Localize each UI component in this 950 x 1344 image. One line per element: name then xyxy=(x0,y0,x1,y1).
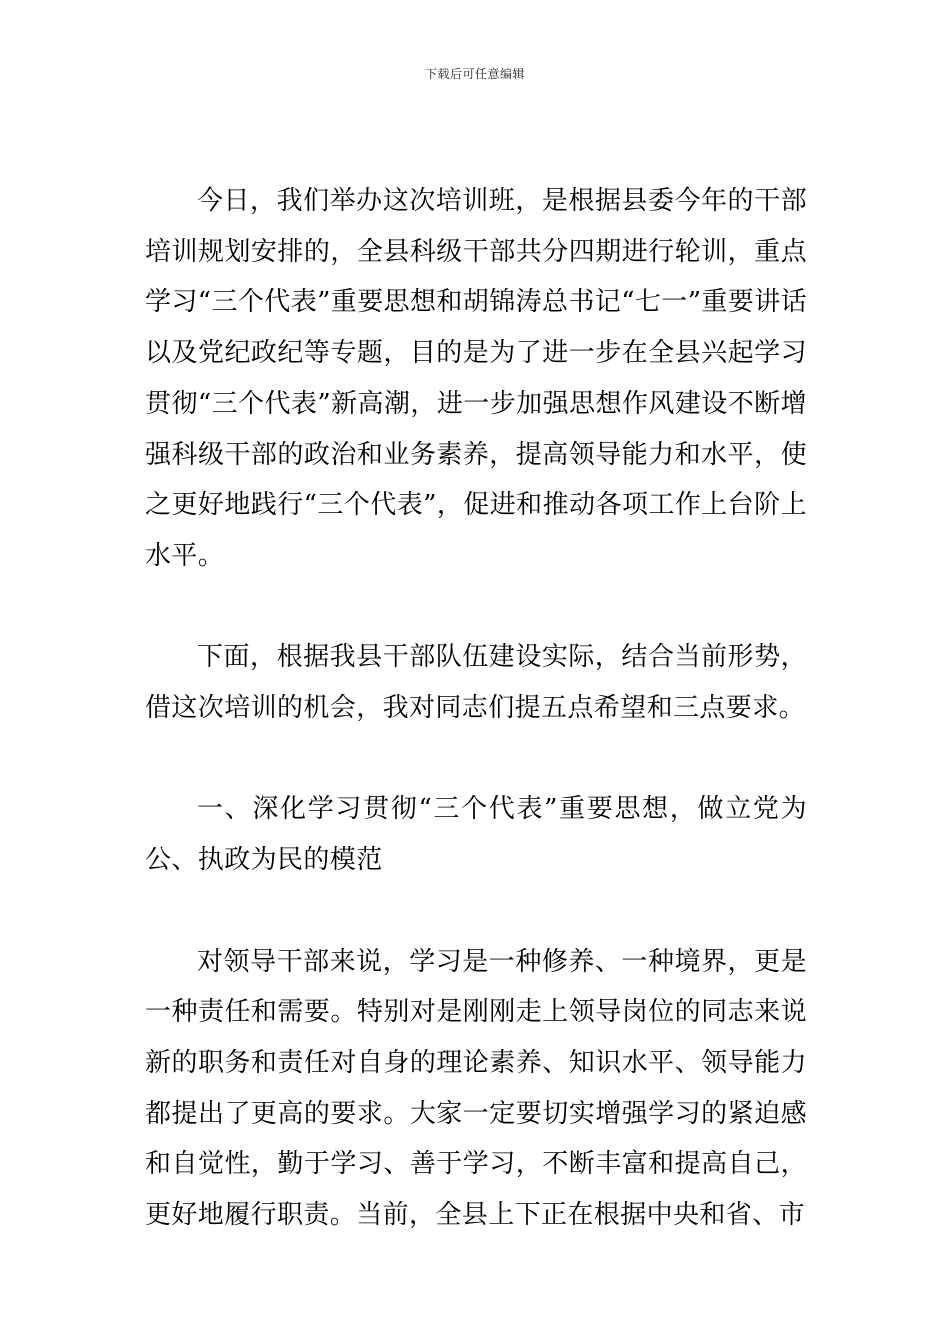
paragraph-transition: 下面，根据我县干部队伍建设实际，结合当前形势，借这次培训的机会，我对同志们提五点希望和三点要求。 xyxy=(145,642,807,724)
paragraph-intro: 今日，我们举办这次培训班，是根据县委今年的干部培训规划安排的，全县科级干部共分四期进行轮训，重点学习“三个代表”重要思想和胡锦涛总书记“七一”重要讲话以及党纪政纪等专题，目的是为了进一步在全县兴起学习贯彻“三个代表”新高潮，进一步加强思想作风建设不断增强科级干部的政治和业务素养，提高领导能力和水平，使之更好地践行“三个代表”，促进和推动各项工作上台阶上水平。 xyxy=(145,186,807,571)
header-note: 下载后可任意编辑 xyxy=(424,67,525,81)
section-heading-1: 一、深化学习贯彻“三个代表”重要思想，做立党为公、执政为民的模范 xyxy=(145,794,807,876)
paragraph-gap xyxy=(145,886,807,937)
paragraph-gap xyxy=(145,734,807,785)
paragraph-gap xyxy=(145,582,807,633)
paragraph-section-1-body: 对领导干部来说，学习是一种修养、一种境界，更是一种责任和需要。特别对是刚刚走上领导岗位的同志来说新的职务和责任对自身的理论素养、知识水平、领导能力都提出了更高的要求。大家一定要切实增强学习的紧迫感和自觉性，勤于学习、善于学习，不断丰富和提高自己，更好地履行职责。当前，全县上下正在根据中央和省、市 xyxy=(145,946,807,1231)
document-body xyxy=(145,176,807,1241)
